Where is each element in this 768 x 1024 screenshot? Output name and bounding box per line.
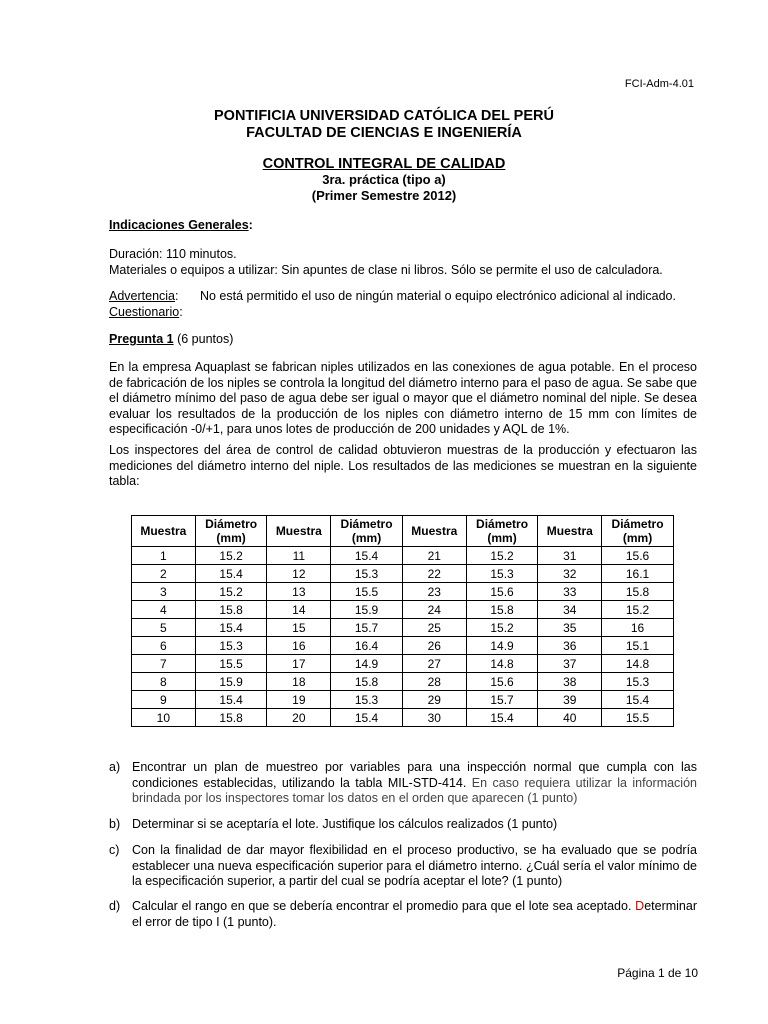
sample-cell: 37 [538,655,602,673]
header-sample: Muestra [267,516,331,547]
item-d-label: d) [109,899,121,913]
item-c [109,843,697,890]
sample-cell: 34 [538,601,602,619]
diameter-cell: 15.2 [195,547,267,565]
sample-cell: 31 [538,547,602,565]
diameter-cell: 14.8 [466,655,538,673]
table-row [132,637,674,655]
diameter-cell: 15.3 [195,637,267,655]
item-a-text: Encontrar un plan de muestreo por variables para una inspección normal que cumpla con las condiciones establecidas, utilizando la tabla MIL-STD-414. En caso requiera utilizar la información brindada por los inspectores tomar los datos en el orden que aparecen (1 punto) [132,760,697,805]
diameter-cell: 15.9 [331,601,403,619]
sample-cell: 27 [402,655,466,673]
item-c-text: Con la finalidad de dar mayor flexibilidad en el proceso productivo, se ha evaluado que se podría establecer una nueva especificación superior para el diámetro interno. ¿Cuál sería el valor mínimo de la especificación superior, a partir del cual se podría aceptar el lote? (1 punto) [132,843,697,888]
sample-cell: 18 [267,673,331,691]
diameter-cell: 15.4 [195,691,267,709]
table-row [132,619,674,637]
diameter-cell: 15.3 [466,565,538,583]
question-1-heading [109,332,697,348]
table-row [132,655,674,673]
sample-cell: 25 [402,619,466,637]
sample-cell: 12 [267,565,331,583]
sample-cell: 9 [132,691,196,709]
page-number: Página 1 de 10 [617,966,698,980]
diameter-cell: 15.7 [466,691,538,709]
diameter-cell: 15.6 [602,547,674,565]
sample-cell: 28 [402,673,466,691]
item-b-label: b) [109,817,121,831]
diameter-cell: 15.8 [466,601,538,619]
sample-cell: 40 [538,709,602,727]
diameter-cell: 15.8 [195,601,267,619]
sample-cell: 4 [132,601,196,619]
sample-cell: 17 [267,655,331,673]
diameter-cell: 15.5 [195,655,267,673]
table-row [132,547,674,565]
sample-cell: 20 [267,709,331,727]
table-row [132,565,674,583]
diameter-cell: 15.8 [602,583,674,601]
diameter-cell: 15.6 [466,583,538,601]
warning-text: No está permitido el uso de ningún material o equipo electrónico adicional al indicado. [199,289,676,303]
diameter-cell: 15.4 [195,619,267,637]
diameter-cell: 15.3 [331,691,403,709]
sample-cell: 32 [538,565,602,583]
sample-cell: 6 [132,637,196,655]
materials-text: Materiales o equipos a utilizar: Sin apuntes de clase ni libros. Sólo se permite el uso de calculadora. [109,262,663,277]
instructions-title: Indicaciones Generales [109,218,249,232]
instructions-colon: : [248,218,253,232]
diameter-cell: 15.9 [195,673,267,691]
sample-cell: 21 [402,547,466,565]
diameter-cell: 15.2 [195,583,267,601]
faculty-name: FACULTAD DE CIENCIAS E INGENIERÍA [246,125,522,141]
semester-label: (Primer Semestre 2012) [311,188,457,203]
diameter-cell: 15.3 [331,565,403,583]
item-a-label: a) [109,760,121,774]
sample-cell: 1 [132,547,196,565]
header-diameter: Diámetro (mm) [331,516,403,547]
questionnaire-colon: : [179,304,183,319]
sample-cell: 2 [132,565,196,583]
diameter-cell: 15.7 [331,619,403,637]
sample-cell: 15 [267,619,331,637]
item-c-label: c) [109,843,120,857]
sample-cell: 36 [538,637,602,655]
diameter-cell: 16.1 [602,565,674,583]
diameter-cell: 15.8 [195,709,267,727]
instructions-body [109,247,697,278]
diameter-cell: 14.9 [466,637,538,655]
sample-cell: 5 [132,619,196,637]
sample-cell: 33 [538,583,602,601]
sample-cell: 8 [132,673,196,691]
header-diameter: Diámetro (mm) [195,516,267,547]
header-diameter: Diámetro (mm) [602,516,674,547]
sample-cell: 29 [402,691,466,709]
diameter-cell: 15.6 [466,673,538,691]
sample-cell: 39 [538,691,602,709]
diameter-cell: 15.4 [331,709,403,727]
sample-cell: 11 [267,547,331,565]
table-header-row [132,516,674,547]
sample-cell: 10 [132,709,196,727]
item-b [109,817,697,833]
table-row [132,673,674,691]
university-name: PONTIFICIA UNIVERSIDAD CATÓLICA DEL PERÚ [214,108,554,124]
table-row [132,601,674,619]
institution-header [0,108,768,142]
table-row [132,583,674,601]
diameter-cell: 15.2 [602,601,674,619]
questionnaire-line [109,305,697,321]
diameter-cell: 15.4 [602,691,674,709]
sample-cell: 38 [538,673,602,691]
general-instructions-heading [109,218,697,234]
diameter-cell: 15.5 [331,583,403,601]
exam-subtitle [0,172,768,204]
sample-cell: 13 [267,583,331,601]
diameter-cell: 15.3 [602,673,674,691]
diameter-cell: 15.4 [195,565,267,583]
sample-cell: 16 [267,637,331,655]
sample-cell: 24 [402,601,466,619]
practice-label: 3ra. práctica (tipo a) [322,172,446,187]
duration-text: Duración: 110 minutos. [109,247,237,261]
document-code: FCI-Adm-4.01 [624,78,694,90]
header-sample: Muestra [402,516,466,547]
diameter-cell: 15.2 [466,619,538,637]
question-1-title: Pregunta 1 [109,332,174,346]
header-sample: Muestra [132,516,196,547]
question-1-paragraph-2: Los inspectores del área de control de calidad obtuvieron muestras de la producción y efectuaron las mediciones del diámetro interno del niple. Los resultados de las mediciones se muestran en la siguiente tabla: [109,443,697,488]
diameter-cell: 14.9 [331,655,403,673]
course-title: CONTROL INTEGRAL DE CALIDAD [262,156,506,172]
table-row [132,691,674,709]
sample-cell: 23 [402,583,466,601]
question-1-paragraph-1: En la empresa Aquaplast se fabrican niples utilizados en las conexiones de agua potable. En el proceso de fabricación de los niples se controla la longitud del diámetro interno para el paso de agua. Se sabe que el diámetro mínimo del paso de agua debe ser igual o mayor que el diámetro nominal del niple. Se desea evaluar los resultados de la producción de los niples con diámetro interno de 15 mm con límites de especificación -0/+1, para unos lotes de producción de 200 unidades y AQL de 1%. [109,360,697,436]
item-d-text: Calcular el rango en que se debería encontrar el promedio para que el lote sea aceptado. Determinar el error de tipo I (1 punto). [132,899,697,929]
measurements-table [131,515,674,727]
diameter-cell: 15.1 [602,637,674,655]
diameter-cell: 16 [602,619,674,637]
diameter-cell: 15.4 [331,547,403,565]
table-row [132,709,674,727]
warning-block [109,289,697,320]
table-body [132,547,674,727]
warning-label: Advertencia [109,289,176,303]
diameter-cell: 15.8 [331,673,403,691]
sample-cell: 35 [538,619,602,637]
header-sample: Muestra [538,516,602,547]
diameter-cell: 15.2 [466,547,538,565]
header-diameter: Diámetro (mm) [466,516,538,547]
item-a [109,760,697,807]
sample-cell: 3 [132,583,196,601]
warning-line [109,289,697,305]
diameter-cell: 16.4 [331,637,403,655]
sample-cell: 7 [132,655,196,673]
diameter-cell: 15.4 [466,709,538,727]
diameter-cell: 14.8 [602,655,674,673]
diameter-cell: 15.5 [602,709,674,727]
sample-cell: 14 [267,601,331,619]
sample-cell: 19 [267,691,331,709]
item-d [109,899,697,930]
sample-cell: 22 [402,565,466,583]
sample-cell: 30 [402,709,466,727]
warning-colon: : [175,289,179,303]
question-1-points: (6 puntos) [173,332,234,346]
sample-cell: 26 [402,637,466,655]
item-b-text: Determinar si se aceptaría el lote. Justifique los cálculos realizados (1 punto) [132,817,558,831]
questionnaire-label: Cuestionario [109,304,180,319]
